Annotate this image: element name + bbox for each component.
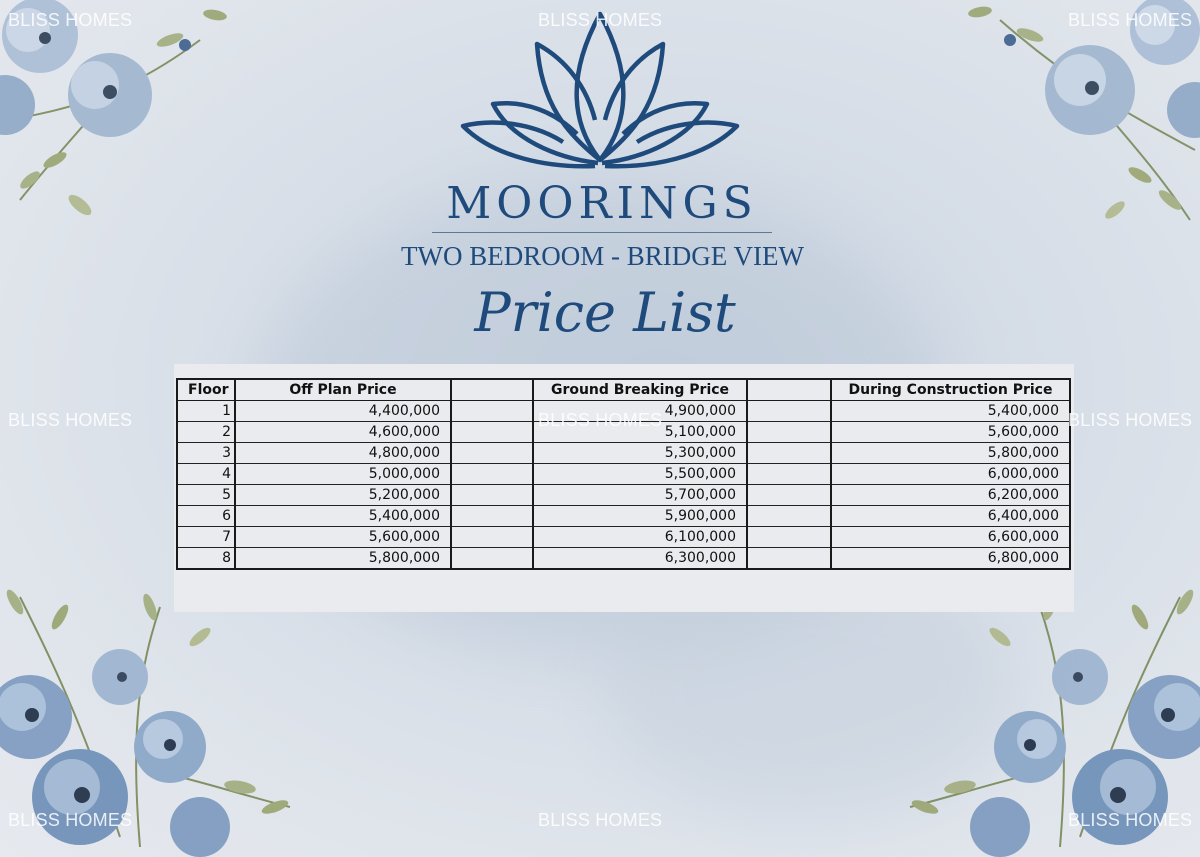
ground-breaking-price-cell: 5,500,000 — [533, 464, 747, 485]
table-row — [177, 527, 1070, 548]
off-plan-price-cell: 5,000,000 — [235, 464, 451, 485]
during-construction-price-cell: 6,800,000 — [831, 548, 1070, 570]
table-row — [177, 485, 1070, 506]
spacer-cell — [747, 464, 831, 485]
during-construction-price-cell: 6,200,000 — [831, 485, 1070, 506]
floor-cell: 8 — [177, 548, 235, 570]
spacer-cell — [747, 485, 831, 506]
during-construction-price-cell: 6,600,000 — [831, 527, 1070, 548]
floor-cell: 1 — [177, 401, 235, 422]
floor-cell: 2 — [177, 422, 235, 443]
watermark: BLISS HOMES — [1068, 810, 1193, 830]
off-plan-price-cell: 5,600,000 — [235, 527, 451, 548]
off-plan-price-cell: 5,200,000 — [235, 485, 451, 506]
ground-breaking-price-cell: 5,700,000 — [533, 485, 747, 506]
floral-top-right — [940, 0, 1200, 230]
column-spacer — [451, 379, 533, 401]
floor-cell: 4 — [177, 464, 235, 485]
floor-cell: 6 — [177, 506, 235, 527]
off-plan-price-cell: 5,800,000 — [235, 548, 451, 570]
table-row — [177, 443, 1070, 464]
spacer-cell — [747, 443, 831, 464]
off-plan-price-cell: 4,600,000 — [235, 422, 451, 443]
watermark: BLISS HOMES — [8, 10, 133, 30]
spacer-cell — [451, 422, 533, 443]
ground-breaking-price-cell: 5,300,000 — [533, 443, 747, 464]
watermark: BLISS HOMES — [538, 10, 663, 30]
spacer-cell — [451, 443, 533, 464]
spacer-cell — [451, 506, 533, 527]
off-plan-price-cell: 4,800,000 — [235, 443, 451, 464]
ground-breaking-price-cell: 6,100,000 — [533, 527, 747, 548]
spacer-cell — [747, 527, 831, 548]
page-title: Price List — [474, 281, 736, 344]
column-header-ground-breaking: Ground Breaking Price — [533, 379, 747, 401]
column-header-off-plan: Off Plan Price — [235, 379, 451, 401]
column-spacer — [747, 379, 831, 401]
table-row — [177, 506, 1070, 527]
watermark: BLISS HOMES — [1068, 10, 1193, 30]
table-row — [177, 464, 1070, 485]
during-construction-price-cell: 6,400,000 — [831, 506, 1070, 527]
ground-breaking-price-cell: 6,300,000 — [533, 548, 747, 570]
ground-breaking-price-cell: 5,100,000 — [533, 422, 747, 443]
off-plan-price-cell: 4,400,000 — [235, 401, 451, 422]
brand-name: MOORINGS — [446, 178, 758, 229]
spacer-cell — [747, 506, 831, 527]
spacer-cell — [451, 548, 533, 570]
during-construction-price-cell: 6,000,000 — [831, 464, 1070, 485]
watermark: BLISS HOMES — [1068, 410, 1193, 430]
floral-top-left — [0, 0, 260, 230]
spacer-cell — [451, 485, 533, 506]
price-table — [176, 378, 1071, 570]
floor-cell: 5 — [177, 485, 235, 506]
spacer-cell — [747, 548, 831, 570]
table-header-row — [177, 379, 1070, 401]
spacer-cell — [451, 464, 533, 485]
during-construction-price-cell: 5,600,000 — [831, 422, 1070, 443]
column-header-floor: Floor — [177, 379, 235, 401]
table-row — [177, 548, 1070, 570]
watermark: BLISS HOMES — [8, 810, 133, 830]
during-construction-price-cell: 5,800,000 — [831, 443, 1070, 464]
spacer-cell — [747, 422, 831, 443]
spacer-cell — [451, 401, 533, 422]
floor-cell: 7 — [177, 527, 235, 548]
floor-cell: 3 — [177, 443, 235, 464]
page-subtitle: TWO BEDROOM - BRIDGE VIEW — [401, 241, 804, 271]
brand-divider — [432, 232, 772, 233]
watermark: BLISS HOMES — [538, 810, 663, 830]
watermark: BLISS HOMES — [8, 410, 133, 430]
spacer-cell — [747, 401, 831, 422]
watermark: BLISS HOMES — [538, 410, 663, 430]
spacer-cell — [451, 527, 533, 548]
during-construction-price-cell: 5,400,000 — [831, 401, 1070, 422]
off-plan-price-cell: 5,400,000 — [235, 506, 451, 527]
lotus-icon — [455, 8, 745, 178]
column-header-during-construction: During Construction Price — [831, 379, 1070, 401]
ground-breaking-price-cell: 4,900,000 — [533, 401, 747, 422]
ground-breaking-price-cell: 5,900,000 — [533, 506, 747, 527]
